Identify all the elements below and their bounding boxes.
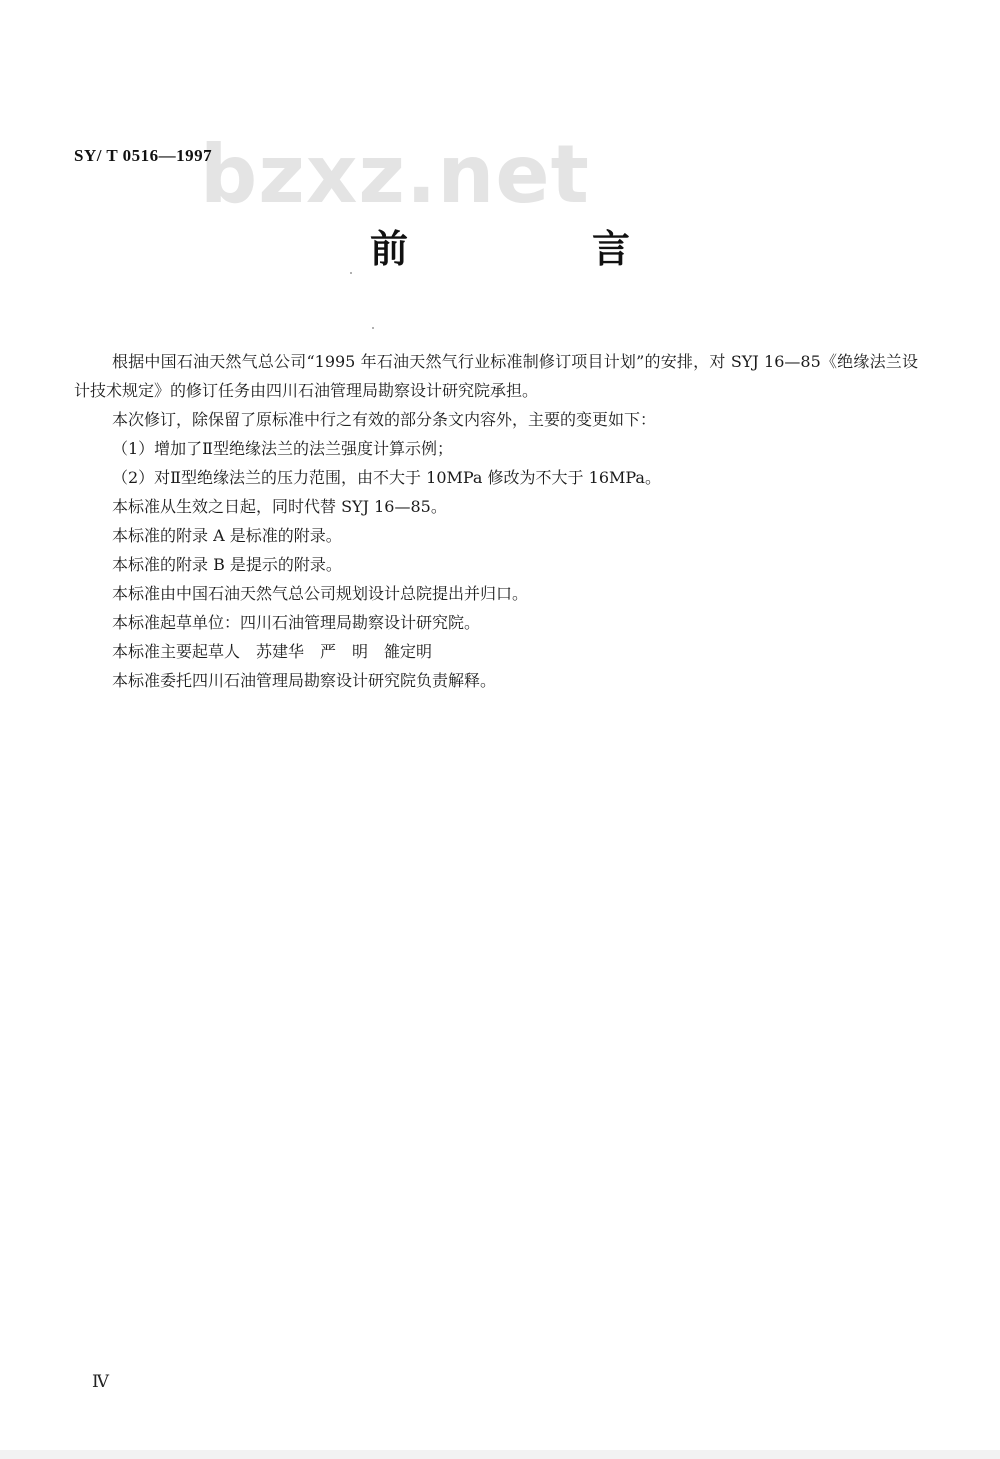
paragraph-replaces: 本标准从生效之日起，同时代替 SYJ 16—85。 [112, 497, 447, 516]
title-char-1: 前 [370, 227, 409, 271]
scan-speck [350, 272, 352, 274]
paragraph-change-1: （1）增加了Ⅱ型绝缘法兰的法兰强度计算示例； [112, 439, 454, 458]
paragraph-revision: 本次修订，除保留了原标准中行之有效的部分条文内容外，主要的变更如下： [112, 410, 657, 429]
title-char-2: 言 [591, 227, 630, 271]
page-title [370, 218, 630, 273]
page-bottom-edge [0, 1450, 1000, 1459]
paragraph-drafters: 本标准主要起草人 苏建华 严 明 雒定明 [112, 642, 433, 661]
paragraph-proposer: 本标准由中国石油天然气总公司规划设计总院提出并归口。 [112, 584, 529, 603]
watermark: bzxz.net [200, 128, 590, 221]
standard-code: SY/ T 0516—1997 [74, 146, 213, 165]
foreword-body [74, 347, 918, 695]
paragraph-interpretation: 本标准委托四川石油管理局勘察设计研究院负责解释。 [112, 671, 497, 690]
page-number: Ⅳ [92, 1372, 109, 1391]
paragraph-drafting-unit: 本标准起草单位：四川石油管理局勘察设计研究院。 [112, 613, 481, 632]
paragraph-appendix-b: 本标准的附录 B 是提示的附录。 [112, 555, 342, 574]
paragraph-intro: 根据中国石油天然气总公司“1995 年石油天然气行业标准制修订项目计划”的安排，对 SYJ 16—85《绝缘法兰设计技术规定》的修订任务由四川石油管理局勘察设计研究院承担。 [74, 352, 918, 400]
paragraph-appendix-a: 本标准的附录 A 是标准的附录。 [112, 526, 342, 545]
paragraph-change-2: （2）对Ⅱ型绝缘法兰的压力范围，由不大于 10MPa 修改为不大于 16MPa。 [112, 468, 661, 487]
scan-speck [372, 327, 374, 329]
